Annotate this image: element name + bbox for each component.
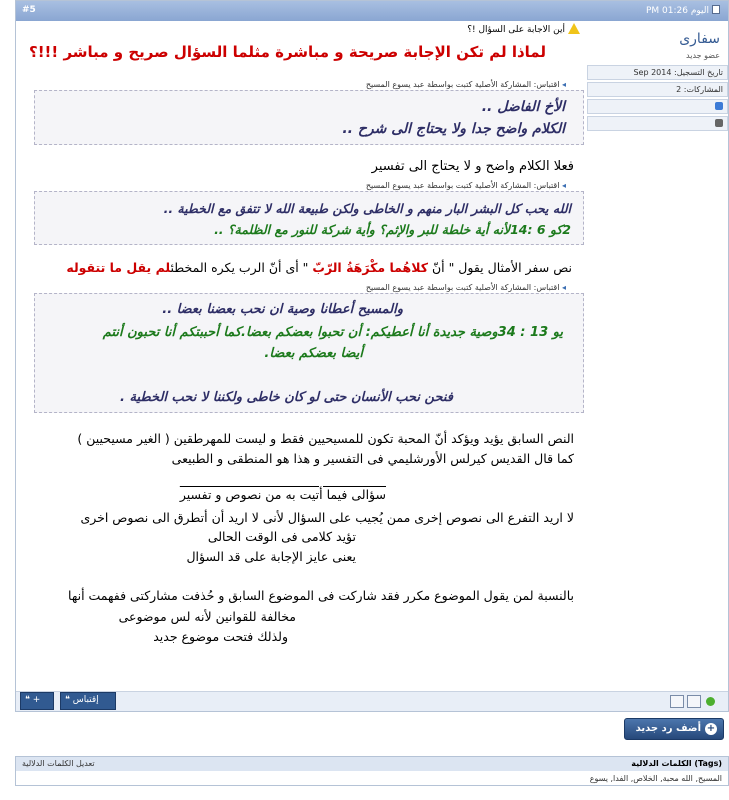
plus-icon: + (706, 723, 716, 734)
phone-icon (715, 119, 723, 127)
para4-line1: بالنسبة لمن يقول الموضوع مكرر فقد شاركت فى الموضوع السابق و حُذفت مشاركتى ففهمت أنها (68, 588, 574, 603)
proverb-part3: " أى أنّ الرب يكره المخطئ (170, 260, 313, 275)
quote1-line2: الكلام واضح جدا ولا يحتاج الى شرح .. (342, 121, 565, 137)
tags-list[interactable]: المسيح, الله محبة, الخلاص, الفدا, يسوع (589, 774, 722, 783)
para2-line2: كما قال القديس كيرلس الأورشليمي فى التفسير و هذا هو المنطقى و الطبيعى (171, 451, 574, 466)
view-post-icon[interactable]: ◂ (559, 80, 566, 89)
quote1-line1: الأخ الفاضل .. (481, 99, 565, 115)
quote-attribution-text-2: اقتباس: المشاركة الأصلية كتبت بواسطة عبد يسوع المسيح (365, 181, 560, 190)
quote-attribution-3 (366, 283, 566, 292)
edit-tags-link[interactable]: تعديل الكلمات الدلالية (22, 759, 95, 768)
post-date-text: اليوم 01:26 PM (645, 6, 709, 16)
male-icon (715, 102, 723, 110)
quote3-line2: يو 13 : 34وصية جديدة أنا أعطيكم: أن تحبوا بعضكم بعضا.كما أحببتكم أنا تحبون أنتم (102, 325, 563, 340)
post-content (16, 21, 586, 691)
quote-box-1 (34, 90, 584, 145)
quote-attribution-text-3: اقتباس: المشاركة الأصلية كتبت بواسطة عبد يسوع المسيح (365, 283, 560, 292)
join-date: تاريخ التسجيل: Sep 2014 (587, 65, 728, 80)
document-icon (712, 5, 720, 14)
quote3-line3: أيضا بعضكم بعضا. (264, 346, 363, 361)
gender-row (587, 99, 728, 114)
proverb-part2: كلاهُما مكْرَهَةُ الرّبّ (312, 260, 428, 275)
add-reply-label: أضف رد جديد (635, 723, 701, 734)
para3-line4: يعنى عايز الإجابة على قد السؤال (186, 549, 356, 564)
quote-box-3 (34, 293, 584, 413)
proverb-line (66, 260, 572, 275)
username-link[interactable]: سفارى (679, 31, 720, 47)
add-reply-button[interactable] (624, 718, 724, 740)
quote2-line2: 2كو 6 :14لأنه أية خلطة للبر والإثم؟ وأية شركة للنور مع الظلمة؟ .. (214, 222, 571, 237)
reputation-icon[interactable] (670, 695, 684, 708)
para3-line3: تؤيد كلامى فى الوقت الحالى (207, 529, 356, 544)
quote-button-label: إقتباس (72, 695, 99, 705)
quote2-line1: الله يحب كل البشر البار منهم و الخاطى ولكن طبيعة الله لا تتفق مع الخطية .. (163, 201, 571, 216)
user-title: عضو جديد (686, 51, 720, 60)
user-panel (587, 21, 728, 711)
report-icon[interactable] (687, 695, 701, 708)
para3-line1: سؤالى فيما أتيت به من نصوص و تفسير (179, 487, 386, 502)
warning-icon (568, 23, 580, 34)
post-topic (467, 23, 580, 35)
tags-box (15, 756, 729, 786)
multiquote-label: + (32, 695, 41, 705)
para4-line2: مخالفة للقوانين لأنه لس موضوعى (118, 609, 296, 624)
view-post-icon[interactable]: ◂ (559, 283, 566, 292)
quote-attribution-2 (366, 181, 566, 190)
post-footer (16, 691, 728, 711)
quote-box-2 (34, 191, 584, 245)
proverb-part1: نص سفر الأمثال يقول " أنّ (427, 260, 572, 275)
post-count: المشاركات: 2 (587, 82, 728, 97)
view-post-icon[interactable]: ◂ (559, 181, 566, 190)
post-header (16, 1, 728, 21)
quote3-line4: فنحن نحب الأنسان حتى لو كان خاطى ولكننا لا نحب الخطية . (120, 390, 453, 405)
quote-button[interactable]: ❝ إقتباس (60, 692, 116, 710)
quote3-line1: والمسيح أعطانا وصية ان نحب بعضنا بعضا .. (162, 302, 403, 317)
para4-line3: ولذلك فتحت موضوع جديد (153, 629, 288, 644)
post-headline: لماذا لم تكن الإجابة صريحة و مباشرة مثلما السؤال صريح و مباشر !!!؟ (29, 43, 546, 61)
post-container (15, 0, 729, 712)
online-status-icon (706, 697, 715, 706)
multiquote-button[interactable]: ❝ + (20, 692, 54, 710)
tags-header (16, 757, 728, 771)
para2-line1: النص السابق يؤيد ويؤكد أنّ المحبة تكون للمسيحيين فقط و ليست للمهرطقين ( الغير مسيحيين ) (77, 431, 574, 446)
device-row (587, 116, 728, 131)
para1: فعلا الكلام واضح و لا يحتاج الى تفسير (371, 159, 574, 174)
post-date (646, 5, 720, 16)
quote-attribution-1 (366, 80, 566, 89)
quote-attribution-text-1: اقتباس: المشاركة الأصلية كتبت بواسطة عبد يسوع المسيح (365, 80, 560, 89)
post-topic-text: أين الاجابة على السؤال !؟ (467, 25, 565, 35)
tags-title: الكلمات الدلالية (Tags) (631, 759, 722, 768)
proverb-part4: لم يقل ما تتقوله (66, 260, 171, 275)
para3-line2: لا اريد التفرع الى نصوص إخرى ممن يُجيب على السؤال لأنى لا اريد أن أتطرق الى نصوص اخرى (80, 510, 574, 525)
post-number[interactable]: #5 (22, 5, 36, 15)
